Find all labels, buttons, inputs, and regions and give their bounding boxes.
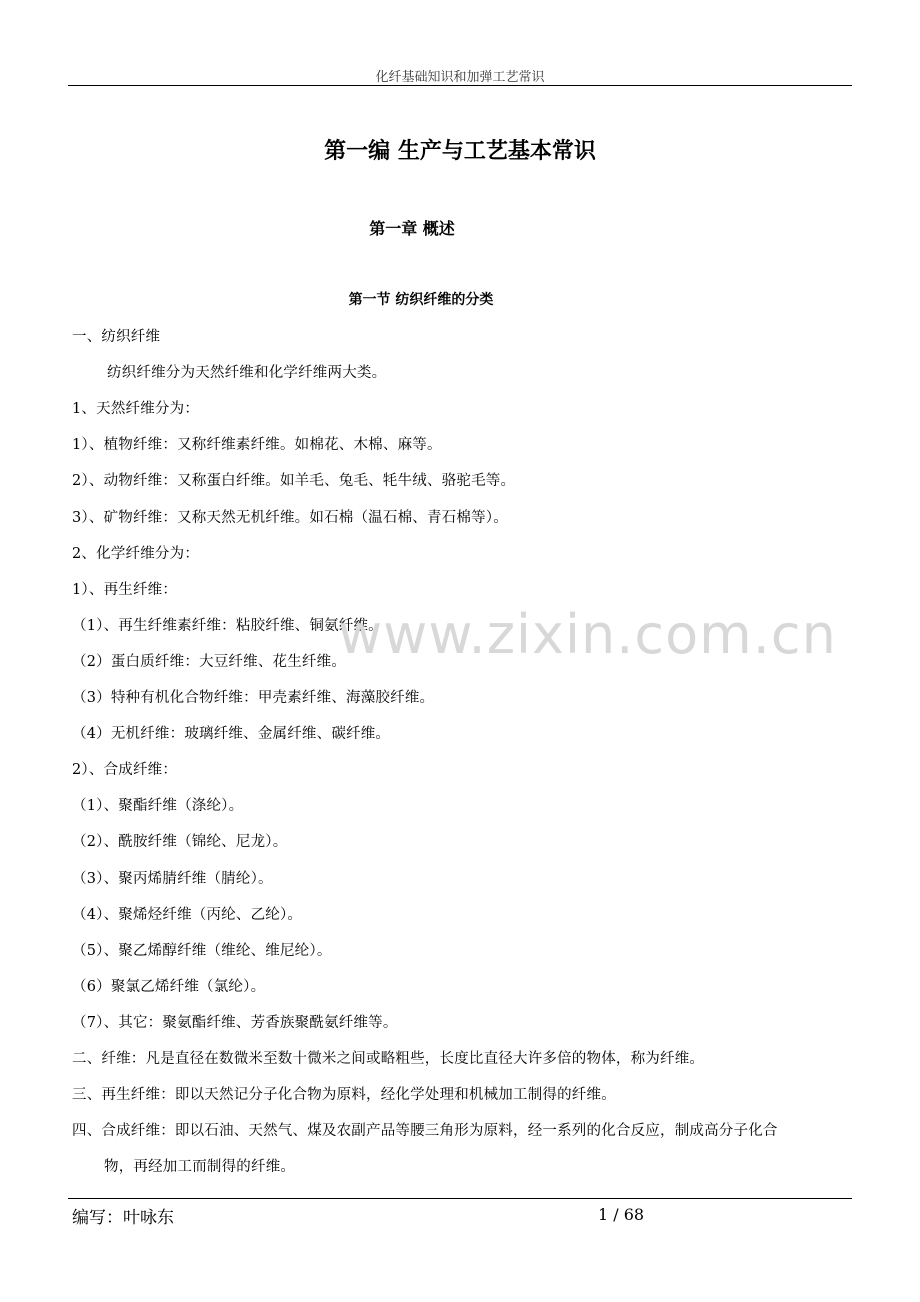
list-item: 3）、矿物纤维：又称天然无机纤维。如石棉（温石棉、青石棉等）。 [72,510,508,526]
list-item: 1）、再生纤维： [72,582,178,598]
definition-synthetic-fiber-line1: 四、合成纤维：即以石油、天然气、煤及农副产品等腰三角形为原料，经一系列的化合反应，制成高分子化合 [72,1123,778,1139]
page-header-title: 化纤基础知识和加弹工艺常识 [375,70,545,85]
heading-textile-fiber: 一、纺织纤维 [72,329,161,345]
list-item: （1）、再生纤维素纤维：粘胶纤维、铜氨纤维。 [72,618,383,634]
footer-rule [68,1198,852,1199]
list-item: （3）、聚丙烯腈纤维（腈纶）。 [72,871,273,887]
list-item: 1、天然纤维分为： [72,401,200,417]
definition-synthetic-fiber-line2: 物，再经加工而制得的纤维。 [104,1159,296,1175]
list-item: 1）、植物纤维：又称纤维素纤维。如棉花、木棉、麻等。 [72,437,442,453]
list-item: 2、化学纤维分为： [72,546,200,562]
list-item: （4）无机纤维：玻璃纤维、金属纤维、碳纤维。 [72,726,391,742]
paragraph-line: 纺织纤维分为天然纤维和化学纤维两大类。 [107,365,387,381]
list-item: （4）、聚烯烃纤维（丙纶、乙纶）。 [72,907,303,923]
watermark: www.zixin.com.cn [338,603,837,666]
list-item: 2）、动物纤维：又称蛋白纤维。如羊毛、兔毛、牦牛绒、骆驼毛等。 [72,473,516,489]
header-rule [68,85,852,86]
definition-fiber: 二、纤维：凡是直径在数微米至数十微米之间或略粗些，长度比直径大许多倍的物体，称为纤维。 [72,1051,705,1067]
part-title: 第一编 生产与工艺基本常识 [324,139,596,164]
list-item: （6）聚氯乙烯纤维（氯纶）。 [72,979,266,995]
list-item: （2）、酰胺纤维（锦纶、尼龙）。 [72,834,288,850]
definition-regenerated-fiber: 三、再生纤维：即以天然记分子化合物为原料，经化学处理和机械加工制得的纤维。 [72,1087,616,1103]
list-item: （1）、聚酯纤维（涤纶）。 [72,798,244,814]
list-item: （3）特种有机化合物纤维：甲壳素纤维、海藻胶纤维。 [72,690,435,706]
list-item: （5）、聚乙烯醇纤维（维纶、维尼纶）。 [72,943,332,959]
list-item: 2）、合成纤维： [72,762,178,778]
chapter-title: 第一章 概述 [369,219,455,238]
list-item: （2）蛋白质纤维：大豆纤维、花生纤维。 [72,654,347,670]
section-title: 第一节 纺织纤维的分类 [348,292,494,308]
page-number: 1 / 68 [598,1205,645,1224]
list-item: （7）、其它：聚氨酯纤维、芳香族聚酰氨纤维等。 [72,1015,398,1031]
footer-author: 编写：叶咏东 [72,1208,174,1228]
